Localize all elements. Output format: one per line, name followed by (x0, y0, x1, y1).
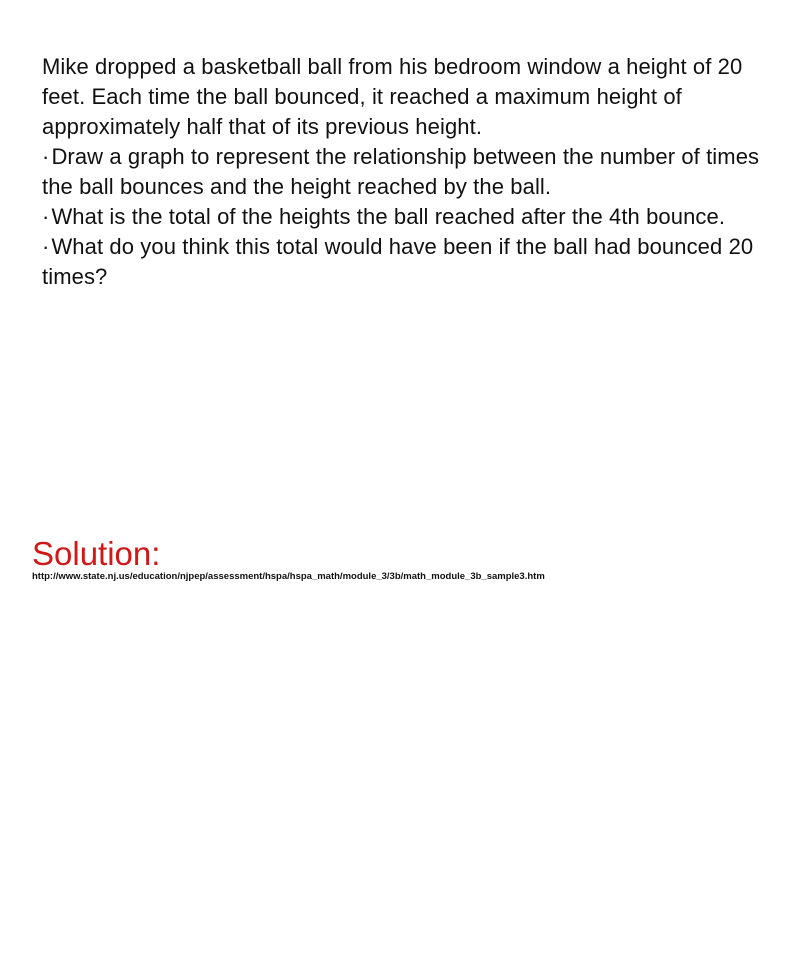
bullet-text: Draw a graph to represent the relationship between the number of times the ball bounces and the height reached by the ball. (42, 144, 760, 199)
bullet-text: What is the total of the heights the ball reached after the 4th bounce. (51, 204, 726, 229)
problem-bullet-3 (42, 232, 782, 292)
problem-intro: Mike dropped a basketball ball from his bedroom window a height of 20 feet. Each time the ball bounced, it reached a maximum height of approximately half that of its previous height. (42, 54, 743, 139)
problem-bullet-1 (42, 142, 782, 202)
bullet-icon: · (42, 234, 50, 259)
bullet-text: What do you think this total would have been if the ball had bounced 20 times? (42, 234, 754, 289)
problem-bullet-2 (42, 202, 782, 232)
solution-heading: Solution: (32, 535, 161, 572)
source-link[interactable]: http://www.state.nj.us/education/njpep/assessment/hspa/hspa_math/module_3/3b/math_module_3b_sample3.htm (32, 571, 545, 582)
problem-statement (42, 52, 782, 292)
bullet-icon: · (42, 204, 50, 229)
bullet-icon: · (42, 144, 50, 169)
